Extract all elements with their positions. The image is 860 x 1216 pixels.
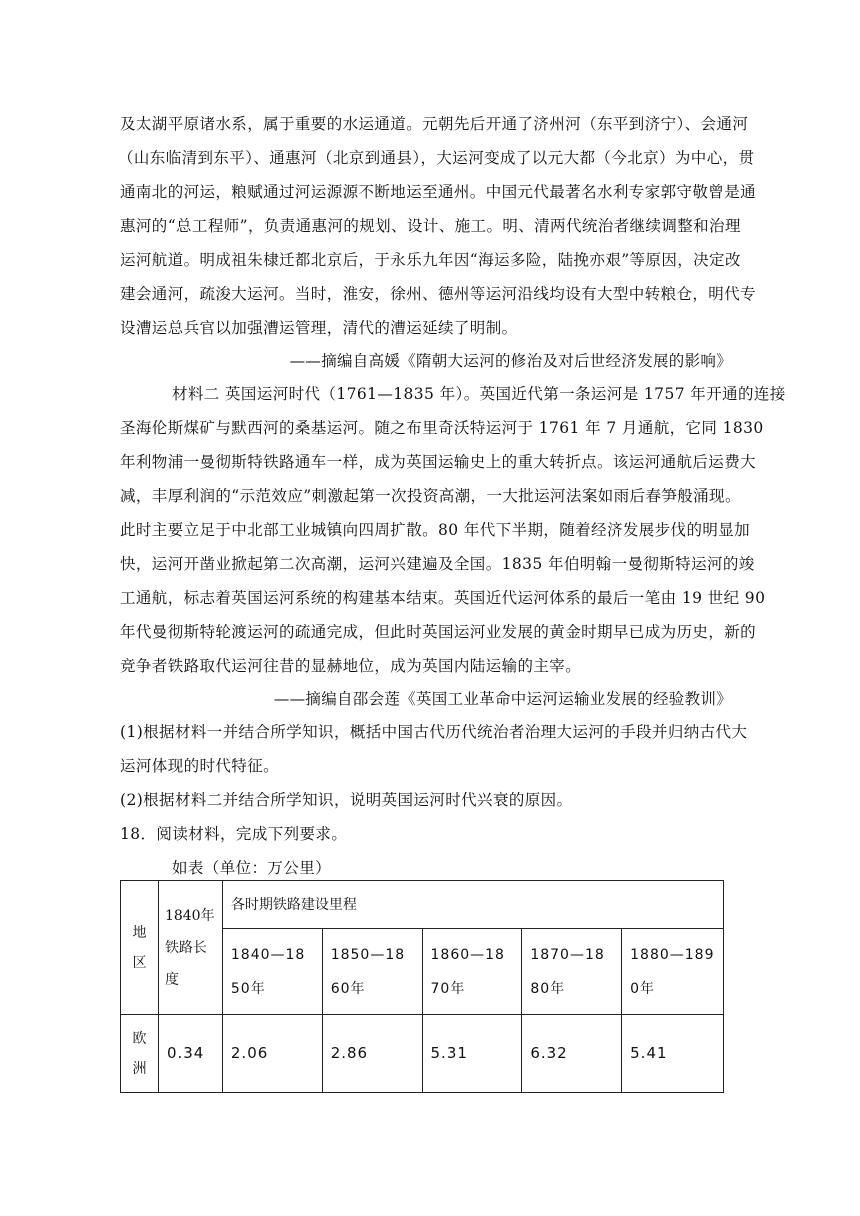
region-value: 欧洲 bbox=[132, 1030, 147, 1077]
value-cell bbox=[422, 1015, 522, 1093]
material2-line: 工通航，标志着英国运河系统的构建基本结束。英国近代运河体系的最后一笔由 19 世纪 90 bbox=[120, 589, 766, 607]
len1840-cell bbox=[158, 1015, 222, 1093]
table-row bbox=[121, 1015, 724, 1093]
period-header-cell bbox=[622, 929, 724, 1015]
period-header: 1870—1880年 bbox=[530, 946, 605, 997]
material1-line: 惠河的“总工程师”，负责通惠河的规划、设计、施工。明、清两代统治者继续调整和治理 bbox=[120, 217, 741, 235]
value-cell bbox=[322, 1015, 422, 1093]
periods-header: 各时期铁路建设里程 bbox=[230, 896, 357, 913]
railway-mileage-table bbox=[120, 880, 724, 1093]
period-value: 5.41 bbox=[630, 1044, 668, 1062]
len1840-value: 0.34 bbox=[166, 1044, 205, 1062]
question-18-heading: 18．阅读材料，完成下列要求。 bbox=[120, 825, 348, 843]
source-citation-2: ——摘编自邵会莲《英国工业革命中运河运输业发展的经验教训》 bbox=[273, 690, 732, 708]
period-header-cell bbox=[322, 929, 422, 1015]
material2-line: 快，运河开凿业掀起第二次高潮，运河兴建遍及全国。1835 年伯明翰一曼彻斯特运河的竣 bbox=[120, 555, 755, 573]
material2-line: 圣海伦斯煤矿与默西河的桑基运河。随之布里奇沃特运河于 1761 年 7 月通航，它同 1830 bbox=[120, 419, 764, 437]
region-header: 地区 bbox=[132, 924, 147, 971]
region-header-cell bbox=[121, 881, 159, 1015]
period-header: 1850—1860年 bbox=[330, 946, 406, 997]
period-header: 1860—1870年 bbox=[430, 946, 505, 997]
material1-line: （山东临清到东平）、通惠河（北京到通县），大运河变成了以元大都（今北京）为中心，贯 bbox=[118, 149, 755, 167]
material2-line: 材料二 英国运河时代（1761—1835 年）。英国近代第一条运河是 1757 年开通的连接 bbox=[172, 385, 786, 403]
material2-line: 年利物浦一曼彻斯特铁路通车一样，成为英国运输史上的重大转折点。该运河通航后运费大 bbox=[120, 453, 757, 471]
period-header: 1840—1850年 bbox=[230, 946, 306, 997]
len1840-header: 1840年铁路长度 bbox=[164, 907, 215, 988]
periods-header-cell bbox=[222, 881, 723, 929]
table-caption: 如表（单位：万公里） bbox=[172, 859, 332, 877]
material2-line: 竞争者铁路取代运河往昔的显赫地位，成为英国内陆运输的主宰。 bbox=[120, 657, 582, 675]
period-value: 2.86 bbox=[330, 1044, 369, 1062]
value-cell bbox=[622, 1015, 724, 1093]
region-cell bbox=[121, 1015, 159, 1093]
question-line: (1)根据材料一并结合所学知识，概括中国古代历代统治者治理大运河的手段并归纳古代大 bbox=[120, 723, 748, 741]
period-value: 5.31 bbox=[430, 1044, 468, 1062]
material1-line: 建会通河，疏浚大运河。当时，淮安，徐州、德州等运河沿线均设有大型中转粮仓，明代专 bbox=[120, 285, 757, 303]
material1-line: 设漕运总兵官以加强漕运管理，清代的漕运延续了明制。 bbox=[120, 319, 518, 337]
source-citation-1: ——摘编自高媛《隋朝大运河的修治及对后世经济发展的影响》 bbox=[289, 352, 732, 370]
question-line: (2)根据材料二并结合所学知识，说明英国运河时代兴衰的原因。 bbox=[120, 791, 573, 809]
value-cell bbox=[222, 1015, 322, 1093]
period-value: 2.06 bbox=[230, 1044, 269, 1062]
period-header-cell bbox=[422, 929, 522, 1015]
value-cell bbox=[522, 1015, 622, 1093]
material1-line: 及太湖平原诸水系，属于重要的水运通道。元朝先后开通了济州河（东平到济宁）、会通河 bbox=[120, 115, 749, 133]
question-line: 运河体现的时代特征。 bbox=[120, 757, 280, 775]
material2-line: 此时主要立足于中北部工业城镇向四周扩散。80 年代下半期，随着经济发展步伐的明显加 bbox=[120, 521, 751, 539]
period-value: 6.32 bbox=[530, 1044, 568, 1062]
material1-line: 运河航道。明成祖朱棣迁都北京后，于永乐九年因“海运多险，陆挽亦艰”等原因，决定改 bbox=[120, 251, 741, 269]
material2-line: 年代曼彻斯特轮渡运河的疏通完成，但此时英国运河业发展的黄金时期早已成为历史，新的 bbox=[120, 623, 757, 641]
period-header-cell bbox=[222, 929, 322, 1015]
period-header-cell bbox=[522, 929, 622, 1015]
material1-line: 通南北的河运，粮赋通过河运源源不断地运至通州。中国元代最著名水利专家郭守敬曾是通 bbox=[120, 183, 757, 201]
len1840-header-cell bbox=[158, 881, 222, 1015]
period-header: 1880—1890年 bbox=[630, 946, 715, 997]
material2-line: 减，丰厚利润的“示范效应”刺激起第一次投资高潮，一大批运河法案如雨后春笋般涌现。 bbox=[120, 487, 741, 505]
